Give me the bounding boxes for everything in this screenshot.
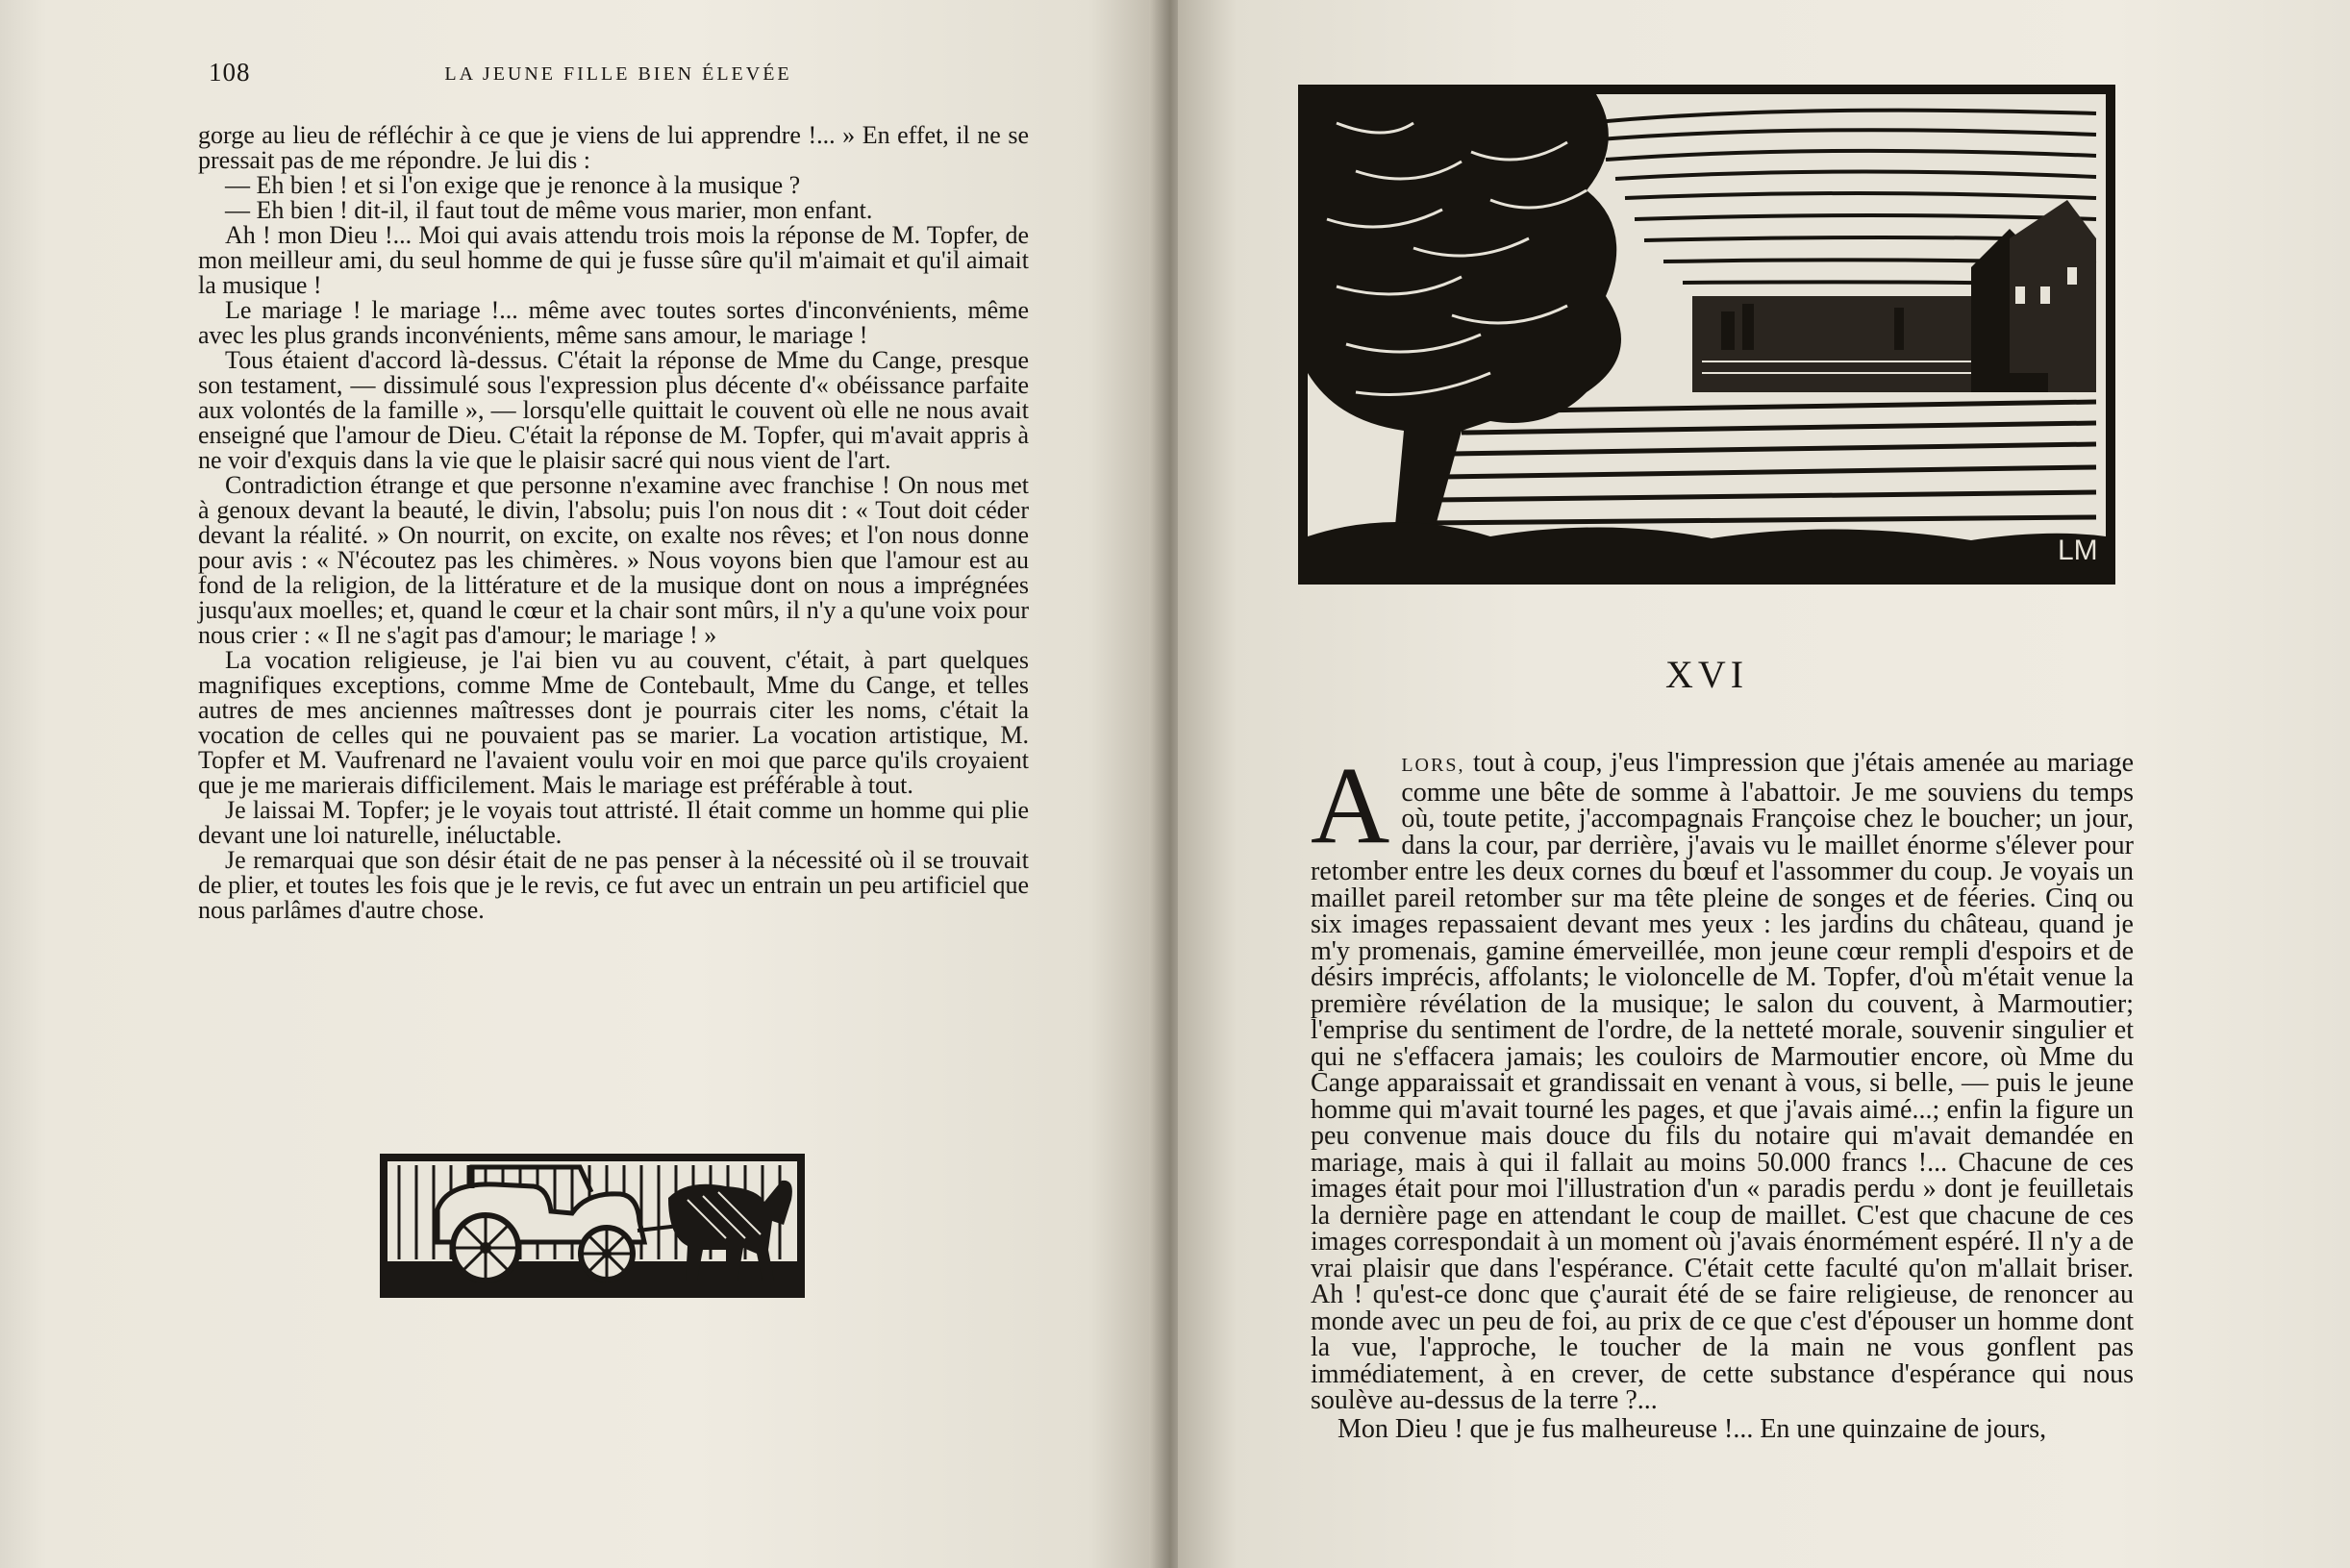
paragraph: gorge au lieu de réfléchir à ce que je viens de lui apprendre !... » En effet, il ne se pressait pas de me répondre. Je lui dis :	[198, 121, 1029, 174]
landscape-woodcut-svg	[1298, 85, 2115, 585]
opening-small-caps: LORS,	[1401, 755, 1465, 776]
monogram-text: LM	[2058, 535, 2098, 566]
paragraph: La vocation religieuse, je l'ai bien vu au couvent, c'était, à part quelques magnifiques exceptions, comme Mme de Contebault, Mme du Cange, et telles autres de mes anciennes maîtresses dont je pourrais citer les noms, c'était la vocation de celles qui ne pouvaient pas se marier. La vocation artistique, M. Topfer et M. Vaufrenard ne l'avaient voulu voir en moi que parce qu'ils croyaient que je me marierais difficilement. Mais le mariage est préférable à tout.	[198, 646, 1029, 799]
paragraph: Tous étaient d'accord là-dessus. C'était la réponse de Mme du Cange, presque son testament, — dissimulé sous l'expression plus décente d'« obéissance parfaite aux volontés de la famille », — lorsqu'elle quittait le couvent où elle ne nous avait enseigné que l'amour de Dieu. C'était la réponse de M. Topfer, qui m'avait appris à ne voir d'exquis dans la vie que le plaisir sacré qui nous vient de l'art.	[198, 346, 1029, 474]
paragraph: Le mariage ! le mariage !... même avec toutes sortes d'inconvénients, même avec les plus grands inconvénients, même sans amour, le mariage !	[198, 296, 1029, 349]
chapter-text	[1311, 744, 2134, 1444]
chapter-number: XVI	[1664, 653, 1749, 696]
opening-paragraph-text: tout à coup, j'eus l'impression que j'étais amenée au mariage comme une bête de somme à l'abattoir. Je me souviens du temps où, toute petite, j'accompagnais Françoise chez le boucher; un jour, dans la cour, par derrière, j'avais vu le maillet énorme s'élever pour retomber entre les deux cornes du bœuf et l'assommer du coup. Je voyais un maillet pareil retomber sur ma tête pleine de songes et de féeries. Cinq ou six images repassaient devant mes yeux : les jardins du château, quand je m'y promenais, gamine émerveillée, mon jeune cœur rempli d'espoirs et de désirs imprécis, affolants; le violoncelle de M. Topfer, d'où m'était venue la première révélation de la musique; le salon du couvent, à Marmoutier; l'emprise du sentiment de l'ordre, de la netteté morale, souvenir singulier et qui ne s'effacera jamais; les couloirs de Marmoutier encore, où Mme du Cange apparaissait et grandissait en venant à vous, si belle, — puis le jeune homme qui m'avait tourné les pages, et que j'avais aimé...; enfin la figure un peu convenue mais douce du fils du notaire qui m'avait demandée en mariage, mais à qui il fallait au moins 50.000 francs !... Chacune de ces images était pour moi l'illustration d'un « paradis perdu » dont je feuilletais la dernière page en attendant le coup de maillet. C'est que chacune de ces images correspondait à un moment où j'avais énormément espéré. Il n'y a de vrai plaisir que dans l'espérance. C'était cette faculté qu'on m'allait briser. Ah ! qu'est-ce donc que ç'aurait été de se faire religieuse, de renoncer au monde avec un peu de foi, au prix de ce que c'est d'épouser un homme dont la vue, l'approche, le toucher de la main ne vous gonflent pas immédiatement, à en crever, de cette substance d'espérance qui nous soulève au-dessus de la terre ?...	[1311, 748, 2134, 1415]
running-title: LA JEUNE FILLE BIEN ÉLEVÉE	[444, 63, 792, 85]
paragraph: Je remarquai que son désir était de ne pas penser à la nécessité où il se trouvait de plier, et toutes les fois que je le revis, ce fut avec un entrain un peu artificiel que nous parlâmes d'autre chose.	[198, 846, 1029, 924]
paragraph: — Eh bien ! dit-il, il faut tout de même vous marier, mon enfant.	[225, 196, 873, 224]
paragraph: Ah ! mon Dieu !... Moi qui avais attendu trois mois la réponse de M. Topfer, de mon meilleur ami, du seul homme de qui je fusse sûre qu'il m'aimait et qu'il aimait la musique !	[198, 221, 1029, 299]
page-number: 108	[209, 58, 251, 87]
drop-cap: A	[1311, 744, 1390, 866]
village-landscape-woodcut	[1298, 85, 2115, 585]
paragraph: Je laissai M. Topfer; je le voyais tout attristé. Il était comme un homme qui plie devant une loi naturelle, inéluctable.	[198, 796, 1029, 849]
paragraph: Mon Dieu ! que je fus malheureuse !... En une quinzaine de jours,	[1338, 1413, 2047, 1444]
paragraph: Contradiction étrange et que personne n'examine avec franchise ! On nous met à genoux devant la beauté, le divin, l'absolu; puis l'on nous dit : « Tout doit céder devant la réalité. » On nourrit, on excite, on exalte nos rêves; et l'on nous donne pour avis : « N'écoutez pas les chimères. » Nous voyons bien que l'amour est au fond de la religion, de la littérature et de la musique dont on nous a imprégnées jusqu'aux moelles; et, quand le cœur et la chair sont mûrs, il n'y a qu'une voix pour nous crier : « Il ne s'agit pas d'amour; le mariage ! »	[198, 471, 1029, 649]
paragraph: — Eh bien ! et si l'on exige que je renonce à la musique ?	[225, 171, 801, 199]
chapter-opening-paragraph	[1311, 744, 2134, 1415]
